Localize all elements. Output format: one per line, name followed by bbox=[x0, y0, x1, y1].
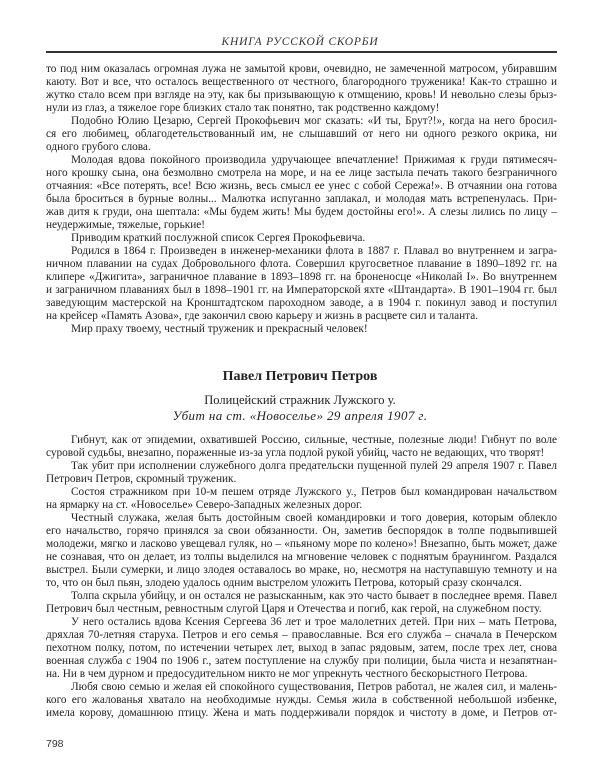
text-line: отчаяния: «Все потерять, все! Всю жизнь, весь смысл ее унес с собой Сережа!». В отчаянии она готова bbox=[46, 179, 557, 192]
text-line: и заграничном плаваниях был в 1898–1901 гг. на Императорской яхте «Штандарта». В 1901–1904 гг. был bbox=[46, 283, 557, 296]
previous-entry-text bbox=[46, 63, 557, 336]
text-line: клипере «Джигита», заграничное плавание в 1893–1898 гг. на броненосце «Николай I». Во внутреннем bbox=[46, 270, 557, 283]
paragraph bbox=[46, 590, 557, 616]
text-line: Гибнут, как от эпидемии, охватившей Россию, сильные, честные, полезные люди! Гибнут по воле bbox=[71, 433, 557, 446]
text-line: Подобно Юлию Цезарю, Сергей Прокофьевич мог сказать: «И ты, Брут?!», когда на него бросил- bbox=[71, 114, 557, 127]
text-line: имела корову, домашнюю птицу. Жена и мать поддерживали порядок и чистоту в доме, и Петров от- bbox=[46, 706, 557, 719]
text-line: ся его любимец, облагодетельствованный им, не слышавший от него ни одного резкого окрика, ни bbox=[46, 127, 557, 140]
paragraph bbox=[46, 323, 557, 336]
header-rule bbox=[46, 51, 557, 53]
paragraph bbox=[46, 460, 557, 486]
text-line: заведующим мастерской на Кронштадтском пароходном заводе, а в 1904 г. покинул завод и поступил bbox=[46, 296, 557, 309]
text-line: Любя свою семью и желая ей спокойного существования, Петров работал, не жалея сил, и малень- bbox=[71, 680, 557, 693]
entry-name-heading: Павел Петрович Петров bbox=[222, 369, 378, 384]
paragraph bbox=[46, 486, 557, 512]
text-line: жав дитя к груди, она шептала: «Мы будем жить! Мы будем достойны его!». А слезы лились по лицу – bbox=[46, 205, 557, 218]
running-head: КНИГА РУССКОЙ СКОРБИ bbox=[221, 36, 379, 48]
paragraph bbox=[46, 154, 557, 232]
text-line: военная служба с 1904 по 1906 г., затем поступление на службу при полиции, была чиста и незапятнан- bbox=[46, 654, 557, 667]
text-line: суровой судьбы, внезапно, пораженные из-за угла подлой рукой убийц, часто не ведающих, что творят! bbox=[46, 446, 545, 459]
page-number: 798 bbox=[46, 738, 64, 750]
text-line: на ярмарку на ст. «Новоселье» Северо-Западных железных дорог. bbox=[46, 498, 363, 511]
paragraph bbox=[46, 63, 557, 115]
text-line: Толпа скрыла убийцу, и он остался не разысканным, как это часто бывает в последнее время. Павел bbox=[71, 589, 557, 602]
text-line: У него остались вдова Ксения Сергеева 36 лет и трое малолетних детей. При них – мать Петрова, bbox=[71, 615, 557, 628]
paragraph bbox=[46, 616, 557, 681]
text-line: нули из глаз, а тяжелое горе близких стало так понятно, так родственно каждому! bbox=[46, 101, 440, 114]
text-line: каюту. Вот и все, что осталось вещественного от честного, благородного труженика! Как-то страшно и bbox=[46, 75, 557, 88]
text-line: Состоя стражником при 10-м пешем отряде Лужского у., Петров был командирован начальством bbox=[71, 485, 557, 498]
paragraph bbox=[46, 681, 557, 720]
paragraph bbox=[46, 115, 557, 154]
paragraph bbox=[46, 512, 557, 590]
text-line: одного грубого слова. bbox=[46, 140, 151, 153]
text-line: его начальство, горячо принялся за свои обязанности. Он, заметив беспорядок в толпе подвыпившей bbox=[46, 524, 557, 537]
entry-death-note: Убит на ст. «Новоселье» 29 апреля 1907 г. bbox=[172, 408, 428, 423]
text-line: жутко стало всем при взгляде на эту, как бы призывающую к отмщению, кровь! И невольно слезы брыз- bbox=[46, 88, 557, 101]
text-line: кого его жалованья хватало на необходимые нужды. Семья жила в собственной небольшой избенке, bbox=[46, 693, 557, 706]
text-line: то, что он был пьян, злодею удалось одним выстрелом уложить Петрова, который сразу скончался. bbox=[46, 576, 522, 589]
text-line: Мир праху твоему, честный труженик и прекрасный человек! bbox=[71, 322, 368, 335]
text-line: Петрович Петров, скромный труженик. bbox=[46, 472, 237, 485]
text-line: Так убит при исполнении служебного долга предательски пущенной пулей 29 апреля 1907 г. Павел bbox=[71, 459, 557, 472]
paragraph bbox=[46, 232, 557, 245]
text-line: дряхлая 70-летняя старуха. Петров и его семья – православные. Вся его служба – сначала в Печерском bbox=[46, 628, 557, 641]
entry-body-text bbox=[46, 434, 557, 720]
text-line: молодежи, мягко и ласково увещевал гуляк, но – «пьяному море по колено»! Внезапно, быть может, даже bbox=[46, 537, 557, 550]
text-line: на крейсер «Память Азова», где закончил свою карьеру и жизнь в расцвете сил и таланта. bbox=[46, 309, 479, 322]
text-line: была броситься в бурные волны... Малютка испуганно заплакал, и молодая мать встрепенулась. При- bbox=[46, 192, 557, 205]
text-line: Петрович был честным, ревностным слугой Царя и Отечества и погиб, как герой, на служебном посту. bbox=[46, 602, 542, 615]
text-line: неудержимые, тяжелые, горькие! bbox=[46, 218, 206, 231]
text-line: пехотном полку, потом, по истечении четырех лет, выход в запас рядовым, затем, после трех лет, снова bbox=[46, 641, 557, 654]
text-line: Молодая вдова покойного производила удручающее впечатление! Прижимая к груди пятимесяч- bbox=[71, 153, 557, 166]
text-line: Честный служака, желая быть достойным своей командировки и того доверия, которым облекло bbox=[71, 511, 557, 524]
text-line: на. Ни в чем дурном и предосудительном никто не мог упрекнуть честного бескорыстного Петрова. bbox=[46, 667, 528, 680]
text-line: Родился в 1864 г. Произведен в инженер-механики флота в 1887 г. Плавал во внутреннем и загра- bbox=[71, 244, 557, 257]
text-line: выстрел. Были сумерки, и лицо злодея оставалось во мраке, но, несмотря на наступавшую темноту и на bbox=[46, 563, 557, 576]
paragraph bbox=[46, 434, 557, 460]
text-line: не сознавая, что он делает, из толпы выделился на мгновение человек с поднятым браунингом. Раздался bbox=[46, 550, 557, 563]
text-line: то под ним оказалась огромная лужа не замытой крови, очевидно, не замеченной матросом, убиравшим bbox=[46, 62, 557, 75]
text-line: ного крошку сына, она безмолвно смотрела на море, и на ее лице застыла печать такого безграничного bbox=[46, 166, 557, 179]
paragraph bbox=[46, 245, 557, 323]
text-line: Приводим краткий послужной список Сергея Прокофьевича. bbox=[71, 231, 366, 244]
text-line: ничном плавании на судах Добровольного флота. Совершил кругосветное плавание в 1890–1892 гг. на bbox=[46, 257, 557, 270]
entry-role: Полицейский стражник Лужского у. bbox=[204, 393, 396, 407]
